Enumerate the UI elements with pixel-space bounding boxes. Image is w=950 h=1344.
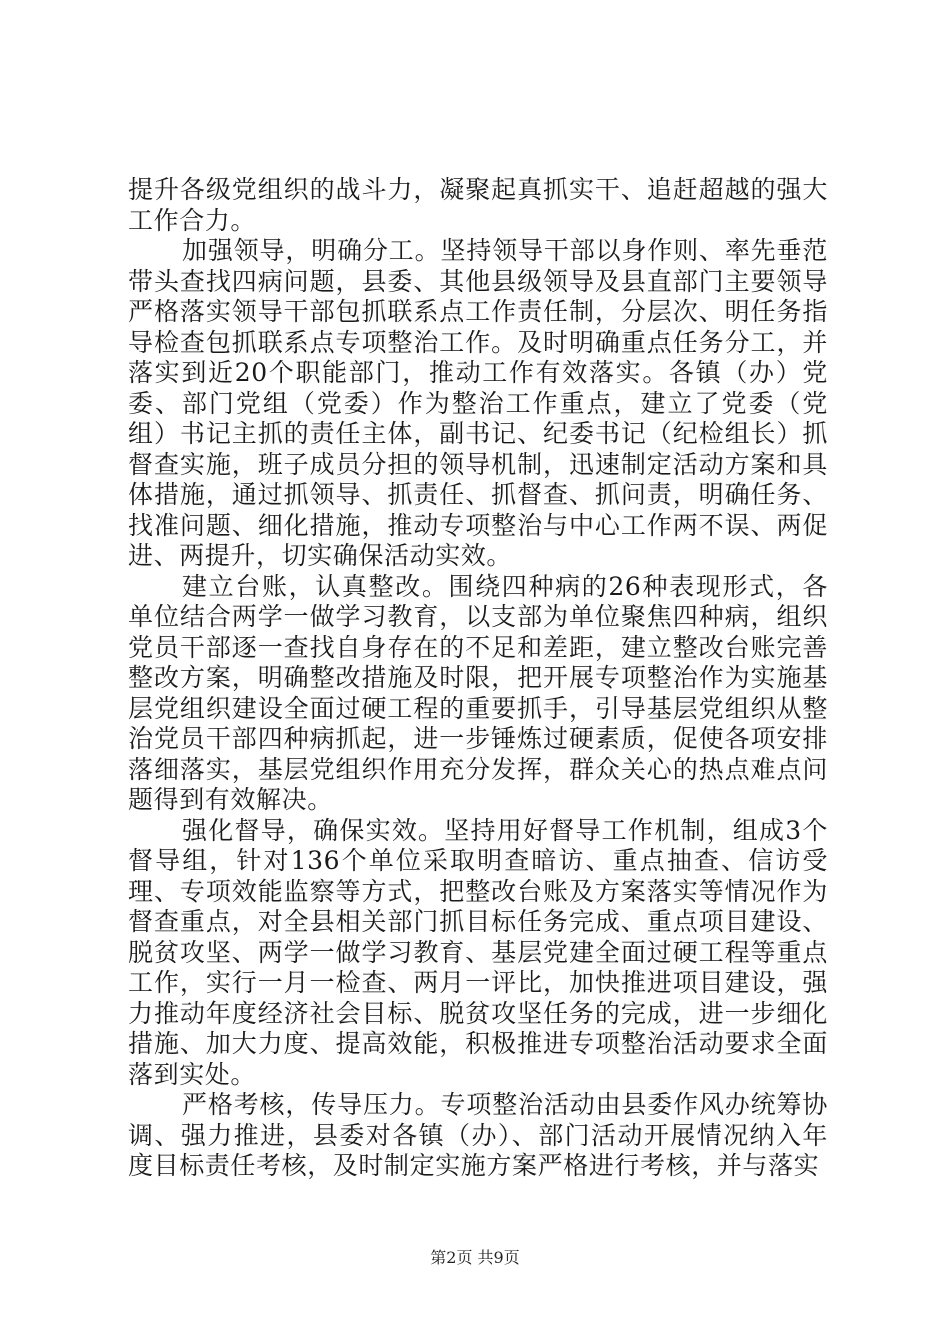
paragraph-continuation: 提升各级党组织的战斗力，凝聚起真抓实干、追赶超越的强大工作合力。 — [128, 175, 828, 235]
page-footer: 第2页 共9页 — [430, 1248, 520, 1267]
paragraph-assessment: 严格考核，传导压力。专项整治活动由县委作风办统筹协调、强力推进，县委对各镇（办）、部门活动开展情况纳入年度目标责任考核，及时制定实施方案严格进行考核，并与落实 — [128, 1090, 828, 1180]
paragraph-ledger: 建立台账，认真整改。围绕四种病的26种表现形式，各单位结合两学一做学习教育，以支部为单位聚焦四种病，组织党员干部逐一查找自身存在的不足和差距，建立整改台账完善整改方案，明确整改措施及时限，把开展专项整治作为实施基层党组织建设全面过硬工程的重要抓手，引导基层党组织从整治党员干部四种病抓起，进一步锤炼过硬素质，促使各项安排落细落实，基层党组织作用充分发挥，群众关心的热点难点问题得到有效解决。 — [128, 571, 828, 814]
document-body — [128, 175, 828, 1182]
paragraph-leadership: 加强领导，明确分工。坚持领导干部以身作则、率先垂范带头查找四病问题，县委、其他县级领导及县直部门主要领导严格落实领导干部包抓联系点工作责任制，分层次、明任务指导检查包抓联系点专项整治工作。及时明确重点任务分工，并落实到近20个职能部门，推动工作有效落实。各镇（办）党委、部门党组（党委）作为整治工作重点，建立了党委（党组）书记主抓的责任主体，副书记、纪委书记（纪检组长）抓督查实施，班子成员分担的领导机制，迅速制定活动方案和具体措施，通过抓领导、抓责任、抓督查、抓问责，明确任务、找准问题、细化措施，推动专项整治与中心工作两不误、两促进、两提升，切实确保活动实效。 — [128, 236, 828, 570]
paragraph-supervision: 强化督导，确保实效。坚持用好督导工作机制，组成3个督导组，针对136个单位采取明查暗访、重点抽查、信访受理、专项效能监察等方式，把整改台账及方案落实等情况作为督查重点，对全县相关部门抓目标任务完成、重点项目建设、脱贫攻坚、两学一做学习教育、基层党建全面过硬工程等重点工作，实行一月一检查、两月一评比，加快推进项目建设，强力推动年度经济社会目标、脱贫攻坚任务的完成，进一步细化措施、加大力度、提高效能，积极推进专项整治活动要求全面落到实处。 — [128, 815, 828, 1089]
